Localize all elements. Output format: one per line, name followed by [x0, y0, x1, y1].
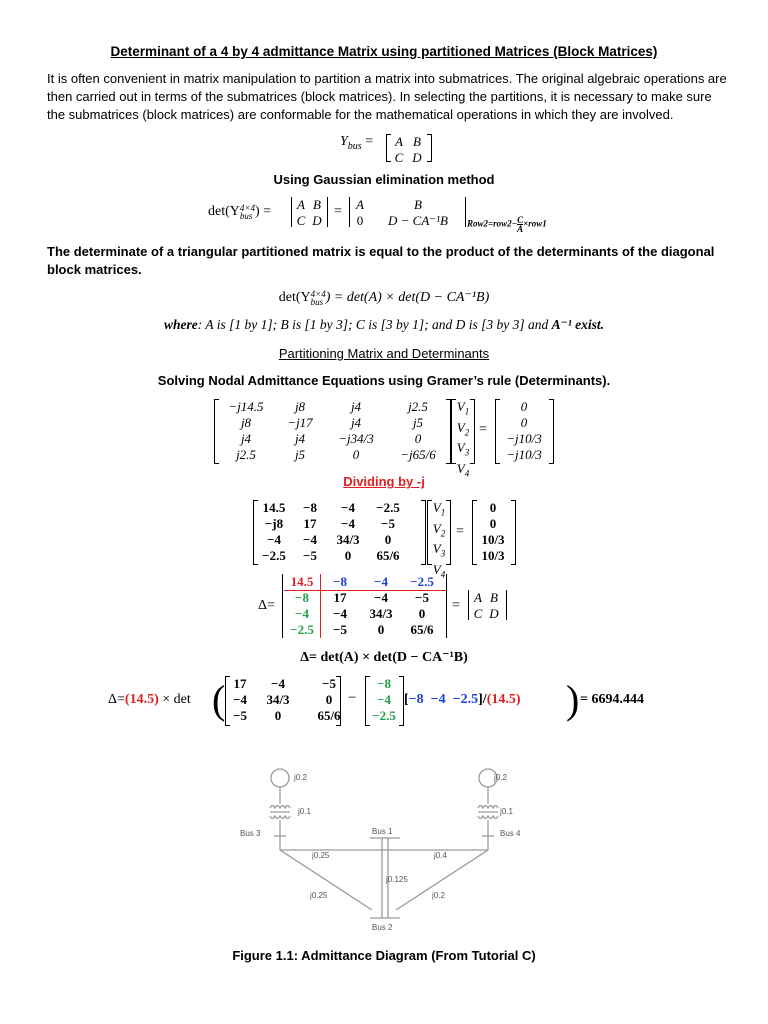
ybus-equation: $Y_{bus}$ =	[340, 134, 374, 152]
vvec2-right-bracket	[446, 500, 451, 565]
matrix2-equals: =	[456, 524, 464, 539]
current-vector-2	[475, 500, 511, 564]
partition-cell: −8	[295, 590, 309, 605]
line-3-1-impedance: j0.25	[312, 851, 330, 860]
bus4-label: Bus 4	[500, 829, 521, 838]
matrix-cell: 0	[344, 548, 352, 563]
page-title: Determinant of a 4 by 4 admittance Matrix using partitioned Matrices (Block Matrices)	[110, 44, 658, 59]
matrix2-right-bracket	[421, 500, 426, 565]
matrix-cell: 0	[414, 431, 422, 446]
matrix-cell: j5	[294, 447, 306, 462]
matrix-cell: −j14.5	[228, 399, 264, 414]
partition-cell: −4	[374, 590, 388, 605]
generator-left-icon	[271, 769, 289, 787]
line-1-2-impedance: j0.125	[386, 875, 408, 884]
gauss-row-operation: Row2=row2− $\frac{C}{A}$ ×row1	[467, 215, 547, 234]
delta-right-bar	[446, 574, 447, 638]
matrix-cell: −j65/6	[400, 447, 436, 462]
matrix-cell: −5	[303, 548, 317, 563]
big-paren-left: (	[212, 677, 226, 722]
partition-cell: 0	[377, 622, 385, 637]
matrix-cell: 34/3	[336, 532, 360, 547]
d-cell: 17	[233, 676, 247, 691]
current-cell: −j10/3	[506, 431, 542, 446]
gauss-det-bar-2	[327, 197, 328, 227]
matrix-cell: 65/6	[376, 548, 400, 563]
gen-left-impedance: j0.2	[294, 773, 307, 782]
partition-cell: −2.5	[290, 622, 314, 637]
matrix-cell: −5	[381, 516, 395, 531]
line-1-4-impedance: j0.4	[434, 851, 447, 860]
current-cell: 0	[489, 500, 497, 515]
matrix-cell: −j34/3	[338, 431, 374, 446]
matrix-cell: j5	[412, 415, 424, 430]
matrix-cell: −4	[341, 500, 355, 515]
ybus-block-matrix: A B C D	[394, 134, 422, 165]
xfmr-right-impedance: j0.1	[500, 807, 513, 816]
rhs1-right-bracket	[549, 399, 554, 464]
gauss-det-bar-4	[465, 197, 466, 227]
current-cell: 0	[489, 516, 497, 531]
partition-cell: 17	[333, 590, 347, 605]
matrix-cell: −4	[341, 516, 355, 531]
d-cell: 0	[274, 708, 282, 723]
vvec1-right-bracket	[470, 399, 475, 464]
matrix-cell: 0	[352, 447, 360, 462]
matrix1-equals: =	[479, 422, 487, 437]
delta-label: Δ=	[258, 598, 275, 613]
c-column	[368, 676, 400, 724]
gen-right-impedance: j0.2	[494, 773, 507, 782]
gauss-det-lhs: det(Y 4×4 bus ) =	[208, 203, 272, 221]
d-cell: −4	[233, 692, 247, 707]
delta-formula: Δ= det(A) × det(D − CA⁻¹B)	[300, 650, 468, 665]
matrix-cell: j4	[350, 399, 362, 414]
rhs2-right-bracket	[511, 500, 516, 565]
current-cell: 0	[520, 399, 528, 414]
d-cell: 65/6	[317, 708, 341, 723]
b-row: [−8 −4 −2.5]/(14.5)	[404, 692, 521, 707]
ybus-right-bracket	[427, 134, 432, 162]
block-right-bar	[506, 590, 507, 620]
matrix-cell: −2.5	[376, 500, 400, 515]
current-cell: 10/3	[481, 548, 505, 563]
d-cell: −5	[233, 708, 247, 723]
matrix-cell: j8	[294, 399, 306, 414]
line-3-2-impedance: j0.25	[310, 891, 328, 900]
partition-horizontal-line	[284, 590, 446, 591]
current-cell: −j10/3	[506, 447, 542, 462]
partition-cell: −5	[415, 590, 429, 605]
dmatrix-right-bracket	[336, 676, 341, 726]
matrix-cell: 0	[384, 532, 392, 547]
scaled-matrix	[256, 500, 408, 564]
matrix-cell: −4	[267, 532, 281, 547]
bus3-label: Bus 3	[240, 829, 261, 838]
d-cell: −4	[271, 676, 285, 691]
partitioned-matrix	[284, 574, 442, 638]
partition-cell: −5	[333, 622, 347, 637]
line-4-2-impedance: j0.2	[432, 891, 445, 900]
d-cell: −5	[322, 676, 336, 691]
partition-cell: −2.5	[410, 574, 434, 589]
partition-heading: Partitioning Matrix and Determinants	[278, 346, 490, 361]
current-vector	[498, 399, 550, 463]
xfmr-left-impedance: j0.1	[298, 807, 311, 816]
partition-cell: −4	[374, 574, 388, 589]
matrix-cell: j4	[240, 431, 252, 446]
partition-cell: −8	[333, 574, 347, 589]
matrix-cell: −j8	[264, 516, 284, 531]
partition-cell: 34/3	[369, 606, 393, 621]
matrix-cell: −j17	[287, 415, 313, 430]
voltage-cell: $V_4$	[432, 561, 446, 580]
matrix-cell: j2.5	[408, 399, 428, 414]
matrix-cell: 14.5	[262, 500, 286, 515]
figure-caption: Figure 1.1: Admittance Diagram (From Tutorial C)	[232, 948, 536, 963]
matrix-cell: 17	[303, 516, 317, 531]
matrix-cell: j4	[294, 431, 306, 446]
voltage-cell: $V_4$	[456, 460, 470, 479]
voltage-cell: $V_3$	[432, 541, 446, 559]
big-paren-right: )	[566, 677, 580, 722]
current-cell: 10/3	[481, 532, 505, 547]
where-line: where: A is [1 by 1]; B is [1 by 3]; C is [3 by 1]; and D is [3 by 3] and A⁻¹ exist.	[163, 317, 605, 332]
bus2-label: Bus 2	[372, 923, 393, 932]
partition-vertical-line	[320, 574, 321, 638]
gauss-det-bar-3	[349, 197, 350, 227]
transformer-right-icon	[478, 806, 498, 809]
dividing-label: Dividing by -j	[343, 474, 425, 489]
matrix-cell: −4	[303, 532, 317, 547]
d-cell: 0	[325, 692, 333, 707]
matrix-cell: j8	[240, 415, 252, 430]
gauss-heading: Using Gaussian elimination method	[273, 172, 495, 187]
cramer-heading: Solving Nodal Admittance Equations using Gramer’s rule (Determinants).	[157, 373, 611, 388]
gauss-det-bar-1	[291, 197, 292, 227]
partition-cell: 0	[418, 606, 426, 621]
final-lead: Δ=(14.5) × det	[108, 692, 191, 707]
delta-left-bar	[282, 574, 283, 638]
delta-equals: =	[452, 598, 460, 613]
intro-paragraph: It is often convenient in matrix manipulation to partition a matrix into submatrices. The original algebraic operations are then carried out in terms of the submatrices (block matrices). In selecting the partitions, it is necessary to make sure the submatrices (block matrices) are conformable for the mathematical operations in which they are involved.	[47, 71, 727, 122]
voltage-cell: $V_1$	[432, 500, 446, 518]
matrix-cell: j2.5	[236, 447, 256, 462]
admittance-diagram	[230, 760, 540, 940]
admittance-matrix	[218, 399, 450, 463]
c-cell: −4	[377, 692, 391, 707]
voltage-cell: $V_3$	[456, 440, 470, 458]
gauss-equals: =	[334, 204, 342, 219]
final-minus: −	[348, 690, 357, 706]
c-cell: −2.5	[372, 708, 396, 723]
matrix-cell: −2.5	[262, 548, 286, 563]
partition-cell: −4	[333, 606, 347, 621]
gauss-block-lhs: A B C D	[296, 197, 322, 228]
partition-cell: −4	[295, 606, 309, 621]
d-cell: 34/3	[266, 692, 290, 707]
triangular-text: The determinate of a triangular partitioned matrix is equal to the product of the determinants of the diagonal block matrices.	[47, 244, 715, 277]
c-cell: −8	[377, 676, 391, 691]
voltage-cell: $V_2$	[432, 520, 446, 539]
gauss-block-rhs: A B 0 D − CA⁻¹B	[356, 197, 448, 228]
bus1-label: Bus 1	[372, 827, 393, 836]
partition-cell: 14.5	[290, 574, 314, 589]
current-cell: 0	[520, 415, 528, 430]
block-left-bar	[468, 590, 469, 620]
voltage-cell: $V_1$	[456, 399, 470, 417]
matrix-cell: −8	[303, 500, 317, 515]
voltage-cell: $V_2$	[456, 419, 470, 438]
matrix-cell: j4	[350, 415, 362, 430]
transformer-left-icon	[270, 806, 290, 809]
final-result: = 6694.444	[580, 692, 644, 707]
det-formula: det(Y 4×4 bus ) = det(A) × det(D − CA⁻¹B)	[278, 288, 490, 307]
partition-cell: 65/6	[410, 622, 434, 637]
block-abcd: A B C D	[473, 590, 499, 621]
